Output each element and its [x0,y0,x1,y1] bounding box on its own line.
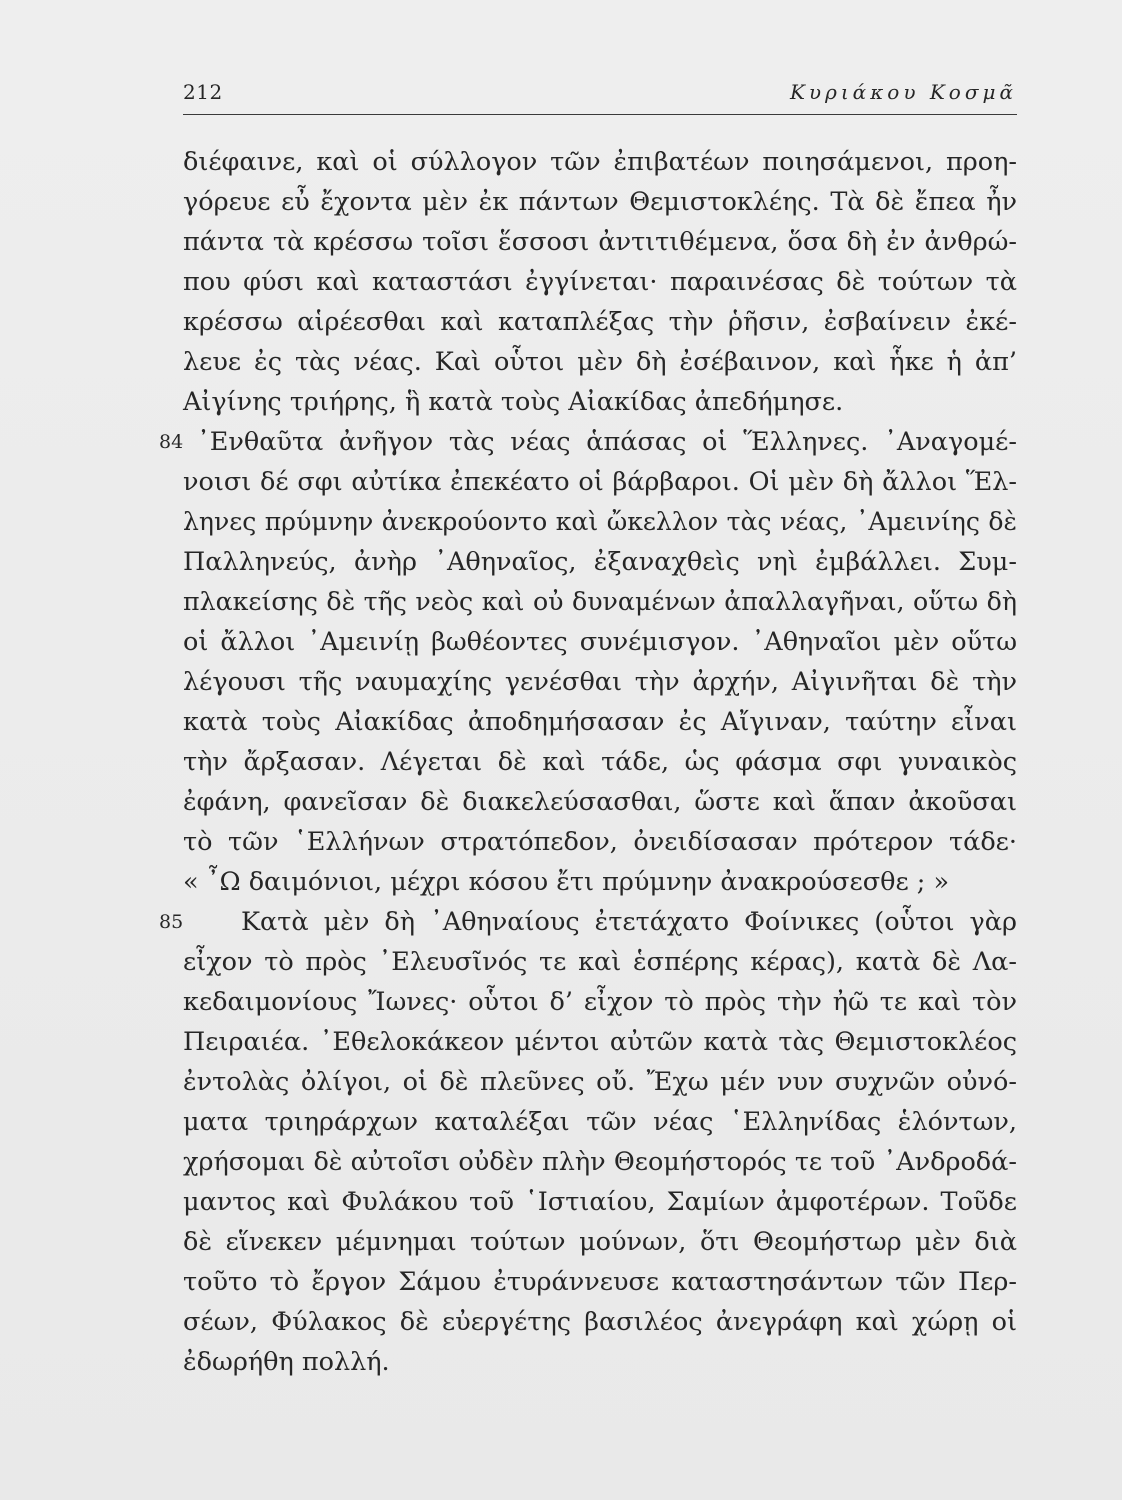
text-line: ληνες πρύμνην ἀνεκρούοντο καὶ ὤκελλον τὰς νέας, ᾿Αμεινίης δὲ [183,507,1017,536]
text-line: κατὰ τοὺς Αἰακίδας ἀποδημήσασαν ἐς Αἴγιναν, ταύτην εἶναι [183,707,1017,737]
text-line: χρήσομαι δὲ αὐτοῖσι οὐδὲν πλὴν Θεομήστορός τε τοῦ ᾿Ανδροδά- [183,1147,1017,1177]
text-line: πλακείσης δὲ τῆς νεὸς καὶ οὐ δυναμένων ἀπαλλαγῆναι, οὕτω δὴ [183,587,1017,616]
text-line: δὲ εἵνεκεν μέμνημαι τούτων μούνων, ὅτι Θεομήστωρ μὲν διὰ [183,1227,1017,1257]
text-line: λευε ἐς τὰς νέας. Καὶ οὗτοι μὲν δὴ ἐσέβαινον, καὶ ἧκε ἡ ἀπ’ [183,347,1017,377]
paragraph-84 [159,422,1017,462]
text-line: εἶχον τὸ πρὸς ᾿Ελευσῖνός τε καὶ ἑσπέρης κέρας), κατὰ δὲ Λα- [183,947,1017,977]
text-line: τοῦτο τὸ ἔργον Σάμου ἐτυράννευσε καταστησάντων τῶν Περ- [183,1267,1017,1297]
text-line: Παλληνεύς, ἀνὴρ ᾿Αθηναῖος, ἐξαναχθεὶς νηὶ ἐμβάλλει. Συμ- [183,547,1017,577]
text-line: κρέσσω αἱρέεσθαι καὶ καταπλέξας τὴν ῥῆσιν, ἐσβαίνειν ἐκέ- [183,307,1017,337]
text-line: τὴν ἄρξασαν. Λέγεται δὲ καὶ τάδε, ὡς φάσμα σφι γυναικὸς [183,747,1017,777]
text-line: διέφαινε, καὶ οἱ σύλλογον τῶν ἐπιβατέων ποιησάμενοι, προη- [183,147,1017,177]
body-text [159,142,1017,1382]
text-line: οἱ ἄλλοι ᾿Αμεινίῃ βωθέοντες συνέμισγον. ᾿Αθηναῖοι μὲν οὕτω [183,627,1017,657]
section-number-85: 85 [159,911,184,933]
text-line: νοισι δέ σφι αὐτίκα ἐπεκέατο οἱ βάρβαροι. Οἱ μὲν δὴ ἄλλοι Ἕλ- [183,467,1017,497]
running-head: Κυριάκου Κοσμᾶ [789,80,1017,104]
text-line: κεδαιμονίους Ἴωνες· οὗτοι δ’ εἶχον τὸ πρὸς τὴν ἠῶ τε καὶ τὸν [183,987,1017,1017]
section-number-84: 84 [159,431,184,453]
text-line: τὸ τῶν ῾Ελλήνων στρατόπεδον, ὀνειδίσασαν πρότερον τάδε· [183,827,1017,857]
text-line: ἐδωρήθη πολλή. [183,1347,390,1377]
text-line: Πειραιέα. ᾿Εθελοκάκεον μέντοι αὐτῶν κατὰ τὰς Θεμιστοκλέος [183,1027,1017,1057]
page-number: 212 [183,80,223,104]
paragraph-85 [159,902,1017,942]
text-line: μαντος καὶ Φυλάκου τοῦ ῾Ιστιαίου, Σαμίων ἀμφοτέρων. Τοῦδε [183,1187,1017,1217]
text-line: Κατὰ μὲν δὴ ᾿Αθηναίους ἐτετάχατο Φοίνικες (οὗτοι γὰρ [241,907,1017,937]
text-line: ᾿Ενθαῦτα ἀνῆγον τὰς νέας ἁπάσας οἱ Ἕλληνες. ᾿Αναγομέ- [197,427,1017,457]
text-line: που φύσι καὶ καταστάσι ἐγγίνεται· παραινέσας δὲ τούτων τὰ [183,267,1017,297]
text-line: ματα τριηράρχων καταλέξαι τῶν νέας ῾Ελληνίδας ἑλόντων, [183,1107,1017,1137]
text-line: πάντα τὰ κρέσσω τοῖσι ἕσσοσι ἀντιτιθέμενα, ὅσα δὴ ἐν ἀνθρώ- [183,227,1017,257]
page-header [183,80,1017,115]
text-line: λέγουσι τῆς ναυμαχίης γενέσθαι τὴν ἀρχήν, Αἰγινῆται δὲ τὴν [183,667,1017,697]
text-line: σέων, Φύλακος δὲ εὐεργέτης βασιλέος ἀνεγράφη καὶ χώρῃ οἱ [183,1307,1017,1337]
text-line: ἐφάνη, φανεῖσαν δὲ διακελεύσασθαι, ὥστε καὶ ἅπαν ἀκοῦσαι [183,787,1017,817]
text-line: γόρευε εὖ ἔχοντα μὲν ἐκ πάντων Θεμιστοκλέης. Τὰ δὲ ἔπεα ἦν [183,187,1017,217]
text-line: ἐντολὰς ὀλίγοι, οἱ δὲ πλεῦνες οὔ. Ἔχω μέν νυν συχνῶν οὐνό- [183,1067,1017,1097]
text-line: « ῏Ω δαιμόνιοι, μέχρι κόσου ἔτι πρύμνην ἀνακρούσεσθε ; » [183,867,950,897]
text-line: Αἰγίνης τριήρης, ἣ κατὰ τοὺς Αἰακίδας ἀπεδήμησε. [183,387,844,417]
